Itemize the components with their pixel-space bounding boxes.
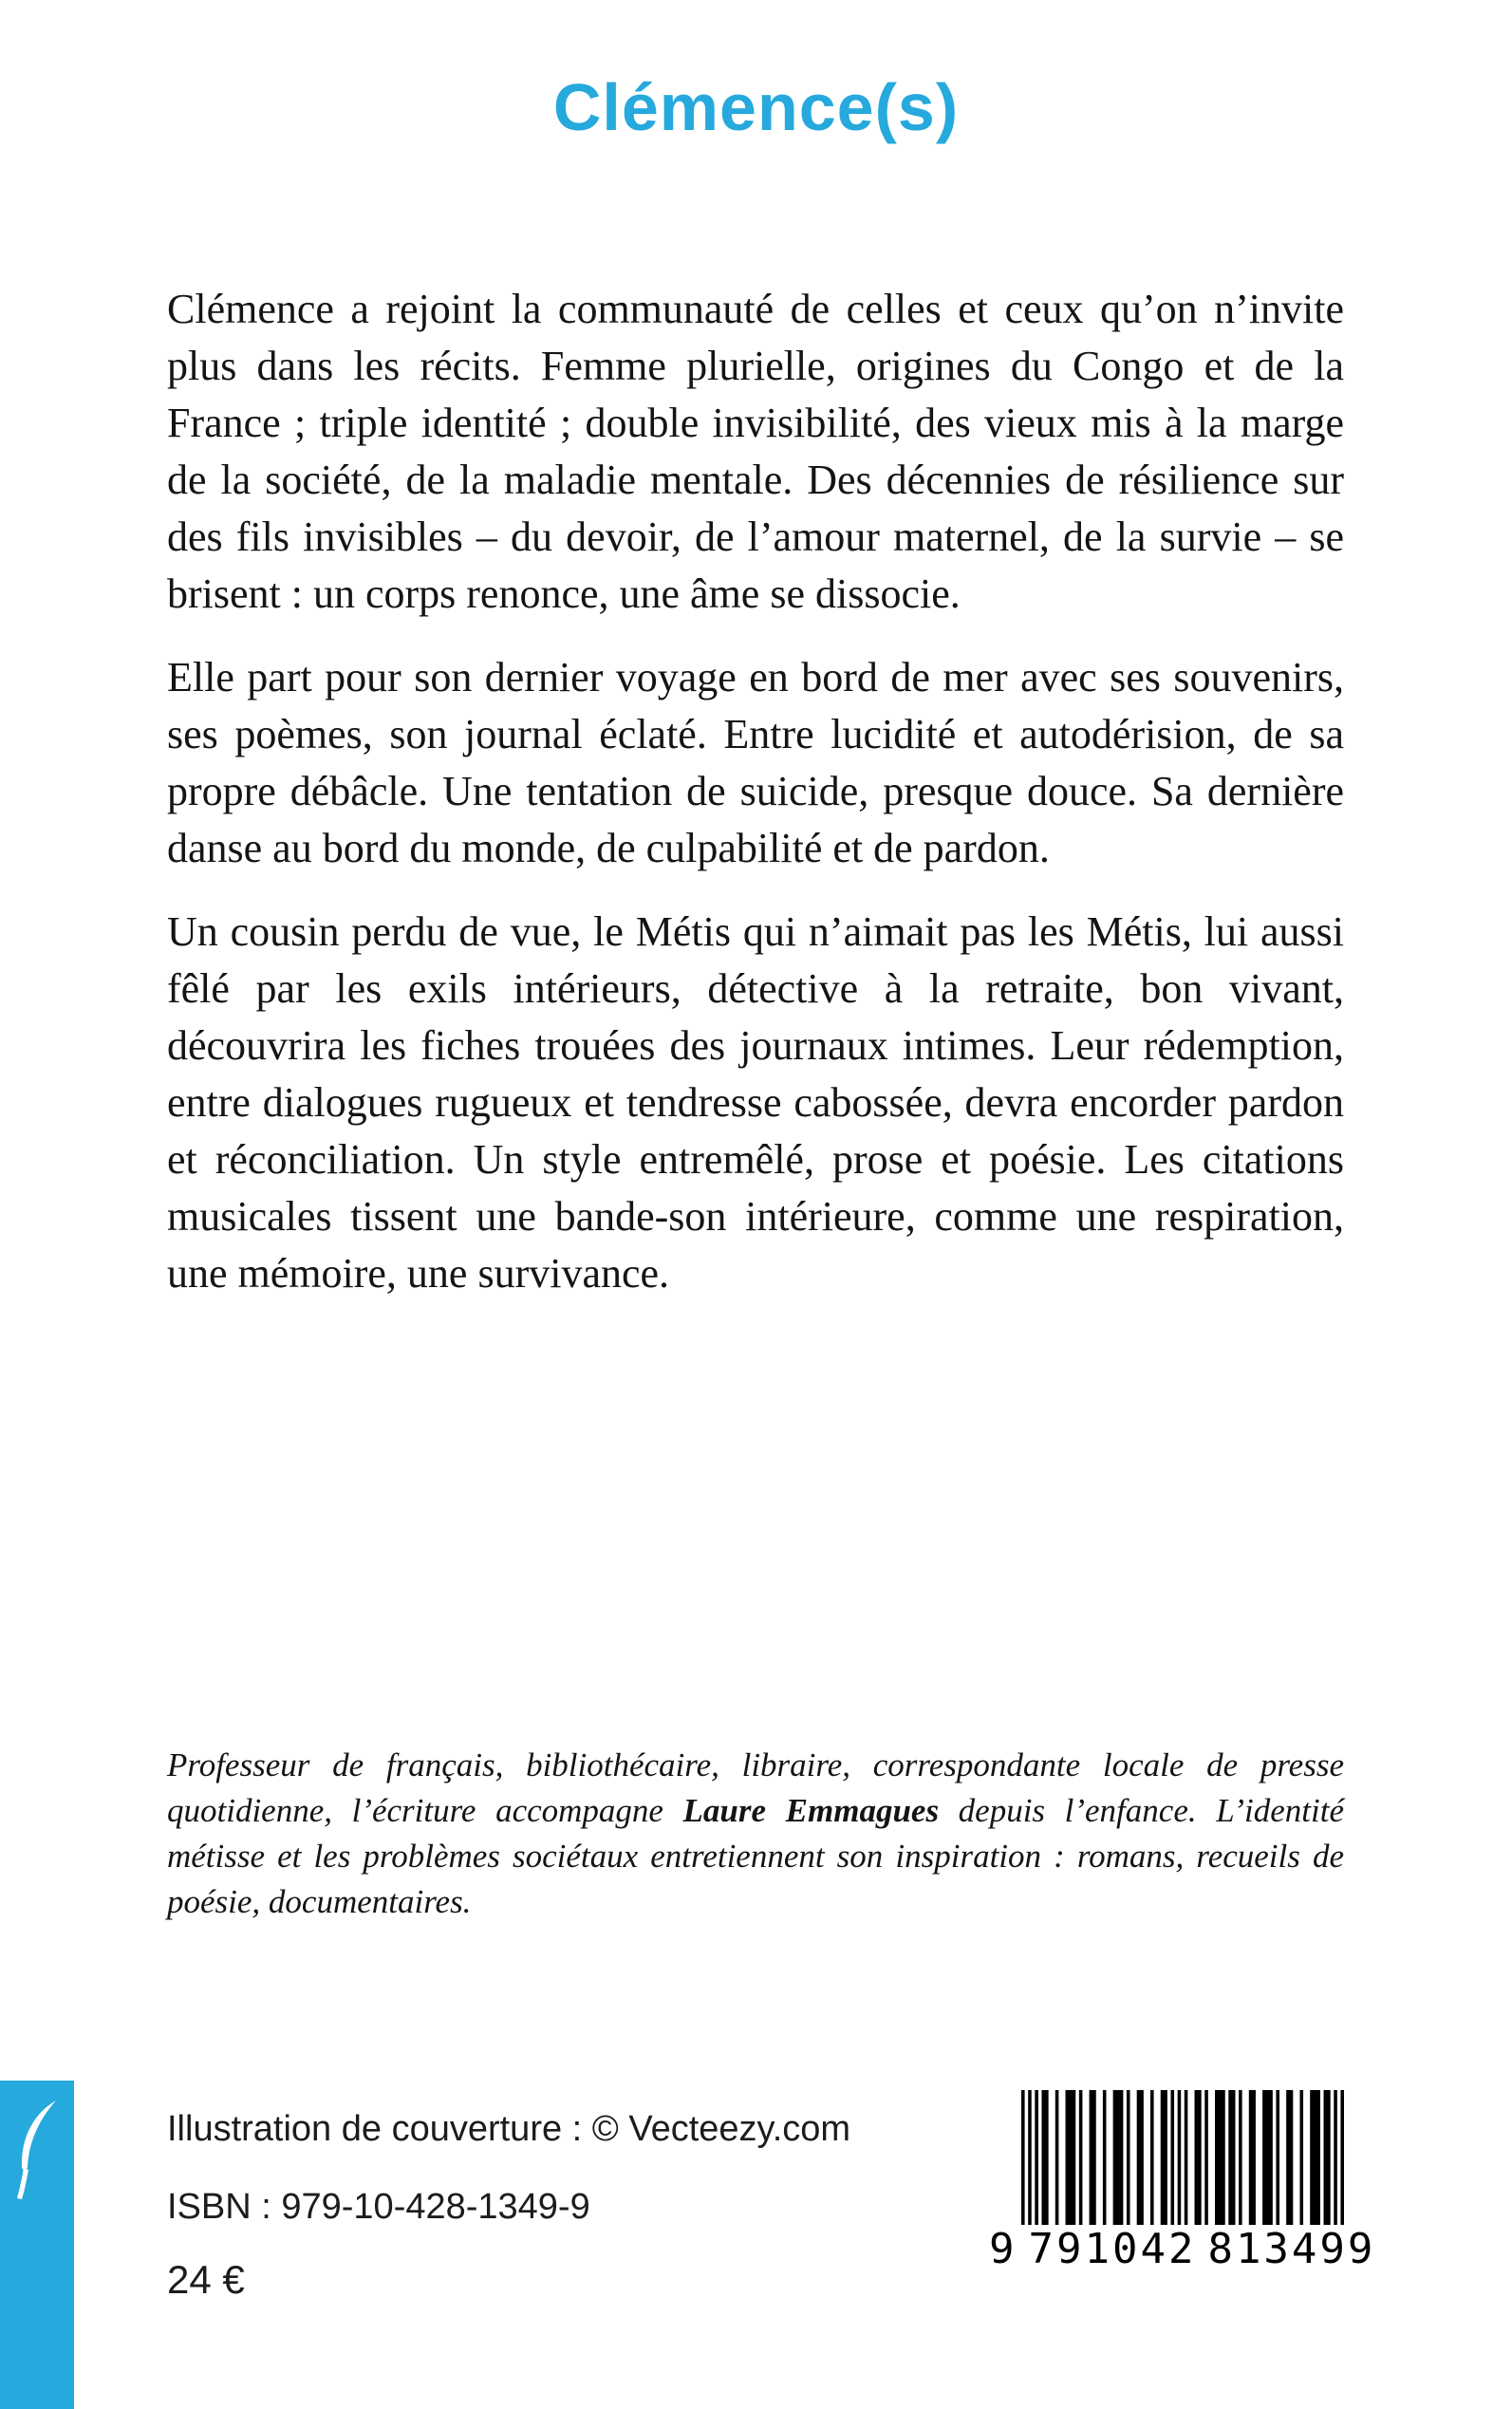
price-text: 24 € bbox=[167, 2257, 245, 2302]
synopsis-paragraph-1: Clémence a rejoint la communauté de celles et ceux qu’on n’invite plus dans les récits. Femme plurielle, origines du Congo et de la France ; triple identité ; double invisibilité, des vieux mis à la marge de la société, de la maladie mentale. Des décennies de résilience sur des fils invisibles – du devoir, de l’amour maternel, de la survie – se brisent : un corps renonce, une âme se dissocie. bbox=[167, 286, 1344, 617]
barcode-group-1: 791042 bbox=[1023, 2225, 1203, 2273]
publisher-accent-bar bbox=[0, 2081, 74, 2409]
barcode bbox=[989, 2090, 1376, 2303]
author-name: Laure Emmagues bbox=[682, 1792, 940, 1829]
synopsis bbox=[167, 281, 1344, 1329]
barcode-left-digit: 9 bbox=[989, 2225, 1023, 2273]
isbn-text: ISBN : 979-10-428-1349-9 bbox=[167, 2187, 590, 2227]
barcode-digits bbox=[989, 2225, 1376, 2273]
illustration-credit: Illustration de couverture : © Vecteezy.com bbox=[167, 2109, 851, 2149]
synopsis-paragraph-2: Elle part pour son dernier voyage en bord de mer avec ses souvenirs, ses poèmes, son journal éclaté. Entre lucidité et autodérision, de sa propre débâcle. Une tentation de suicide, presque douce. Sa dernière danse au bord du monde, de culpabilité et de pardon. bbox=[167, 654, 1344, 871]
author-bio-text-end: depuis l’enfance. L’identité métisse et les problèmes sociétaux entretiennent son inspiration : romans, recueils de poésie, documentaires. bbox=[167, 1792, 1344, 1920]
book-title: Clémence(s) bbox=[552, 70, 960, 144]
barcode-group-2: 813499 bbox=[1202, 2225, 1381, 2273]
author-bio-text-start: Professeur de français, bibliothécaire, libraire, correspondante locale de presse quotidienne, l’écriture accompagne bbox=[167, 1746, 1344, 1829]
publisher-feather-icon bbox=[13, 2098, 61, 2202]
author-bio bbox=[167, 1743, 1344, 1925]
synopsis-paragraph-3: Un cousin perdu de vue, le Métis qui n’aimait pas les Métis, lui aussi fêlé par les exils intérieurs, détective à la retraite, bon vivant, découvrira les fiches trouées des journaux intimes. Leur rédemption, entre dialogues rugueux et tendresse cabossée, devra encorder pardon et réconciliation. Un style entremêlé, prose et poésie. Les citations musicales tissent une bande-son intérieure, comme une respiration, une mémoire, une survivance. bbox=[167, 908, 1344, 1297]
